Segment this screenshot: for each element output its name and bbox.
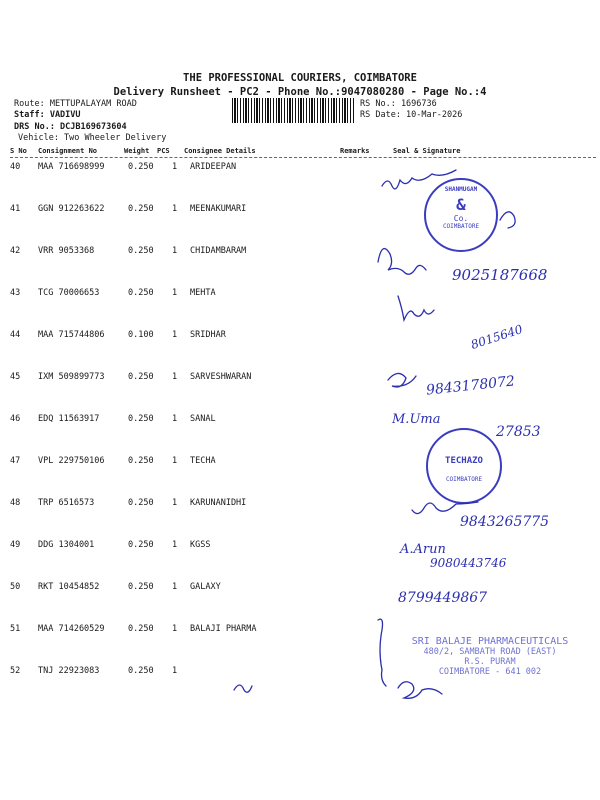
route-label: Route: METTUPALAYAM ROAD xyxy=(14,99,137,109)
row-consignee: MEHTA xyxy=(190,288,216,298)
row-consignee: KARUNANIDHI xyxy=(190,498,247,508)
handwritten-phone-48: 9843265775 xyxy=(460,514,550,530)
signature-row-48 xyxy=(412,502,478,514)
signature-row-43 xyxy=(398,296,434,320)
col-pcs: PCS xyxy=(157,147,170,155)
handwritten-phone-44: 8015640 xyxy=(469,322,525,352)
row-consignee: SRIDHAR xyxy=(190,330,226,340)
row-consignment: MAA 714260529 xyxy=(38,624,105,634)
col-consignee: Consignee Details xyxy=(184,147,256,155)
vehicle-label: Vehicle: Two Wheeler Delivery xyxy=(18,133,167,143)
handwritten-name-46: M.Uma xyxy=(392,412,441,427)
row-pcs: 1 xyxy=(172,540,178,550)
row-weight: 0.250 xyxy=(128,372,154,382)
row-sno: 50 xyxy=(10,582,21,592)
row-weight: 0.250 xyxy=(128,666,154,676)
row-sno: 43 xyxy=(10,288,21,298)
row-consignee: TECHA xyxy=(190,456,216,466)
row-consignment: TNJ 22923083 xyxy=(38,666,100,676)
row-consignment: RKT 10454852 xyxy=(38,582,100,592)
company-title: THE PROFESSIONAL COURIERS, COIMBATORE xyxy=(183,72,417,84)
row-sno: 47 xyxy=(10,456,21,466)
row-consignee: SARVESHWARAN xyxy=(190,372,252,382)
row-consignee: CHIDAMBARAM xyxy=(190,246,247,256)
row-weight: 0.100 xyxy=(128,330,154,340)
row-pcs: 1 xyxy=(172,414,178,424)
row-pcs: 1 xyxy=(172,288,178,298)
row-pcs: 1 xyxy=(172,204,178,214)
row-consignment: TRP 6516573 xyxy=(38,498,95,508)
row-pcs: 1 xyxy=(172,456,178,466)
row-sno: 46 xyxy=(10,414,21,424)
row-weight: 0.250 xyxy=(128,498,154,508)
rs-number: RS No.: 1696736 xyxy=(360,99,437,109)
signature-row-42 xyxy=(378,249,426,275)
col-weight: Weight xyxy=(124,147,150,155)
row-weight: 0.250 xyxy=(128,162,154,172)
signature-row-41 xyxy=(500,212,515,228)
row-consignee: BALAJI PHARMA xyxy=(190,624,257,634)
row-consignment: IXM 509899773 xyxy=(38,372,105,382)
row-consignee: ARIDEEPAN xyxy=(190,162,237,172)
row-consignee: SANAL xyxy=(190,414,216,424)
row-pcs: 1 xyxy=(172,246,178,256)
signature-row-52b xyxy=(398,682,442,699)
row-consignment: EDQ 11563917 xyxy=(38,414,100,424)
row-sno: 51 xyxy=(10,624,21,634)
handwritten-phone-46: 27853 xyxy=(496,424,541,440)
row-consignment: VRR 9053368 xyxy=(38,246,95,256)
row-consignment: MAA 715744806 xyxy=(38,330,105,340)
col-sno: S No xyxy=(10,147,27,155)
handwritten-name-49: A.Arun xyxy=(400,542,446,557)
row-pcs: 1 xyxy=(172,372,178,382)
row-consignment: TCG 70006653 xyxy=(38,288,100,298)
col-remarks: Remarks xyxy=(340,147,370,155)
row-sno: 41 xyxy=(10,204,21,214)
signature-row-40 xyxy=(382,170,456,189)
row-sno: 40 xyxy=(10,162,21,172)
shanmugam-stamp: SHANMUGAM & Co. COIMBATORE xyxy=(424,178,498,252)
row-consignee: KGSS xyxy=(190,540,211,550)
row-pcs: 1 xyxy=(172,498,178,508)
row-sno: 44 xyxy=(10,330,21,340)
balaji-pharma-stamp: SRI BALAJE PHARMACEUTICALS 480/2, SAMBATH ROAD (EAST) R.S. PURAM COIMBATORE - 641 002 xyxy=(411,636,569,677)
row-sno: 49 xyxy=(10,540,21,550)
row-sno: 52 xyxy=(10,666,21,676)
handwritten-phone-42: 9025187668 xyxy=(452,266,548,284)
staff-label: Staff: VADIVU xyxy=(14,110,81,120)
row-pcs: 1 xyxy=(172,666,178,676)
drs-number: DRS No.: DCJB169673604 xyxy=(14,122,127,132)
row-weight: 0.250 xyxy=(128,288,154,298)
handwritten-phone-50: 8799449867 xyxy=(398,590,488,606)
row-sno: 48 xyxy=(10,498,21,508)
handwritten-phone-45: 9843178072 xyxy=(425,373,516,399)
row-consignment: MAA 716698999 xyxy=(38,162,105,172)
row-consignee: MEENAKUMARI xyxy=(190,204,247,214)
row-consignment: VPL 229750106 xyxy=(38,456,105,466)
signature-row-52 xyxy=(234,685,252,692)
row-weight: 0.250 xyxy=(128,414,154,424)
row-weight: 0.250 xyxy=(128,540,154,550)
row-consignee: GALAXY xyxy=(190,582,221,592)
row-pcs: 1 xyxy=(172,624,178,634)
row-weight: 0.250 xyxy=(128,204,154,214)
col-seal-signature: Seal & Signature xyxy=(393,147,461,155)
row-weight: 0.250 xyxy=(128,624,154,634)
col-consignment: Consignment No xyxy=(38,147,98,155)
row-sno: 45 xyxy=(10,372,21,382)
row-pcs: 1 xyxy=(172,330,178,340)
rs-date: RS Date: 10-Mar-2026 xyxy=(360,110,463,120)
techazo-stamp: TECHAZO COIMBATORE xyxy=(426,428,502,504)
row-weight: 0.250 xyxy=(128,582,154,592)
row-weight: 0.250 xyxy=(128,246,154,256)
handwritten-phone-49: 9080443746 xyxy=(430,556,507,570)
runsheet-subtitle: Delivery Runsheet - PC2 - Phone No.:9047080280 - Page No.:4 xyxy=(113,86,487,98)
row-pcs: 1 xyxy=(172,162,178,172)
row-sno: 42 xyxy=(10,246,21,256)
row-weight: 0.250 xyxy=(128,456,154,466)
signature-row-51 xyxy=(378,619,386,686)
row-consignment: DDG 1304001 xyxy=(38,540,95,550)
signature-row-45 xyxy=(388,373,416,387)
row-pcs: 1 xyxy=(172,582,178,592)
row-consignment: GGN 912263622 xyxy=(38,204,105,214)
